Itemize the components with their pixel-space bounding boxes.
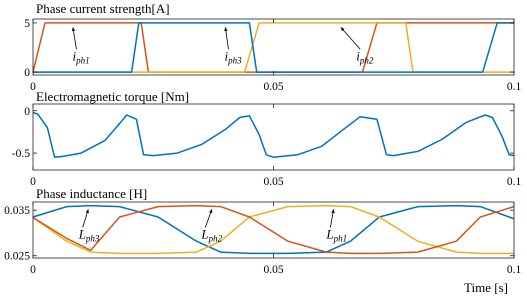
- series-layer: [33, 23, 514, 72]
- series-line-ph3: [33, 23, 514, 72]
- x-tick-label: 0.1: [506, 176, 522, 188]
- x-tick-label: 0.05: [263, 176, 284, 188]
- series-line-ph1: [33, 206, 514, 254]
- series-layer: [33, 206, 514, 254]
- series-line-ph2: [33, 23, 514, 72]
- plot-frame: [33, 104, 514, 170]
- plot-frame: [33, 19, 514, 75]
- series-line-ph1: [33, 23, 514, 72]
- series-annotation-ph1: $L_{ph1}$: [326, 226, 348, 244]
- series-annotation-ph2: $L_{ph2}$: [201, 226, 223, 244]
- x-tick-label: 0.1: [506, 264, 522, 276]
- annotation-arrowhead: [224, 27, 227, 31]
- annotations: [72, 27, 374, 65]
- series-annotation-ph3: $L_{ph3}$: [78, 226, 100, 244]
- panel-title: Phase current strength[A]: [36, 1, 170, 16]
- y-tick-label: 0: [24, 67, 30, 80]
- x-tick-label: 0: [30, 264, 36, 276]
- panel-title: Electromagnetic torque [Nm]: [36, 89, 190, 104]
- annotations: [78, 209, 347, 243]
- axis-ticks: [12, 104, 522, 188]
- x-tick-label: 0: [30, 81, 36, 93]
- series-annotation-ph3: $i_{ph3}$: [224, 48, 242, 66]
- annotation-arrowhead: [209, 209, 212, 213]
- y-tick-label: 0.025: [4, 250, 30, 263]
- series-line-ph3: [33, 206, 514, 254]
- panel-torque: [12, 89, 522, 188]
- panel-inductance: [4, 186, 521, 295]
- panel-title: Phase inductance [H]: [36, 186, 148, 201]
- x-tick-label: 0: [30, 176, 36, 188]
- y-tick-label: -0.5: [11, 148, 30, 161]
- annotation-arrowhead: [72, 27, 75, 31]
- x-tick-label: 0.05: [263, 264, 284, 276]
- x-tick-label: 0.1: [506, 81, 522, 93]
- y-tick-label: 0: [24, 105, 30, 118]
- annotation-arrow: [341, 27, 360, 49]
- series-annotation-ph2: $i_{ph2}$: [356, 48, 374, 66]
- y-tick-label: 5: [24, 17, 30, 30]
- series-line-torque: [33, 113, 514, 158]
- axis-ticks: [24, 18, 521, 93]
- series-annotation-ph1: $i_{ph1}$: [72, 48, 90, 66]
- series-layer: [33, 113, 514, 158]
- panel-current: [24, 1, 521, 93]
- x-axis-label: Time [s]: [464, 280, 508, 295]
- annotation-arrowhead: [331, 209, 334, 213]
- series-line-ph2: [33, 206, 514, 254]
- y-tick-label: 0.035: [4, 205, 30, 218]
- x-tick-label: 0.05: [263, 81, 284, 93]
